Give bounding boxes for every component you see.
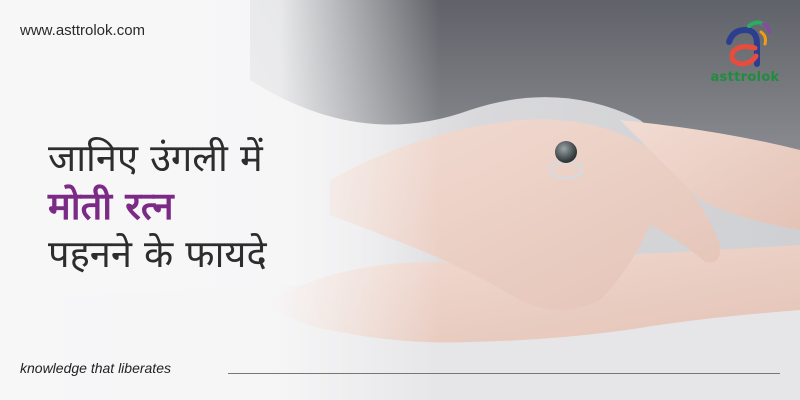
asttrolok-logo	[705, 20, 785, 90]
headline-line-2: मोती रत्न	[48, 184, 174, 228]
headline	[48, 134, 368, 278]
headline-line-3: पहनने के फायदे	[48, 232, 267, 276]
logo-text: asttrolok	[710, 70, 780, 85]
logo-mark-icon	[719, 20, 771, 70]
website-url[interactable]: www.asttrolok.com	[20, 22, 146, 39]
footer	[20, 358, 780, 380]
footer-divider	[228, 373, 780, 374]
headline-line-1: जानिए उंगली में	[48, 136, 263, 180]
tagline: knowledge that liberates	[20, 360, 171, 376]
